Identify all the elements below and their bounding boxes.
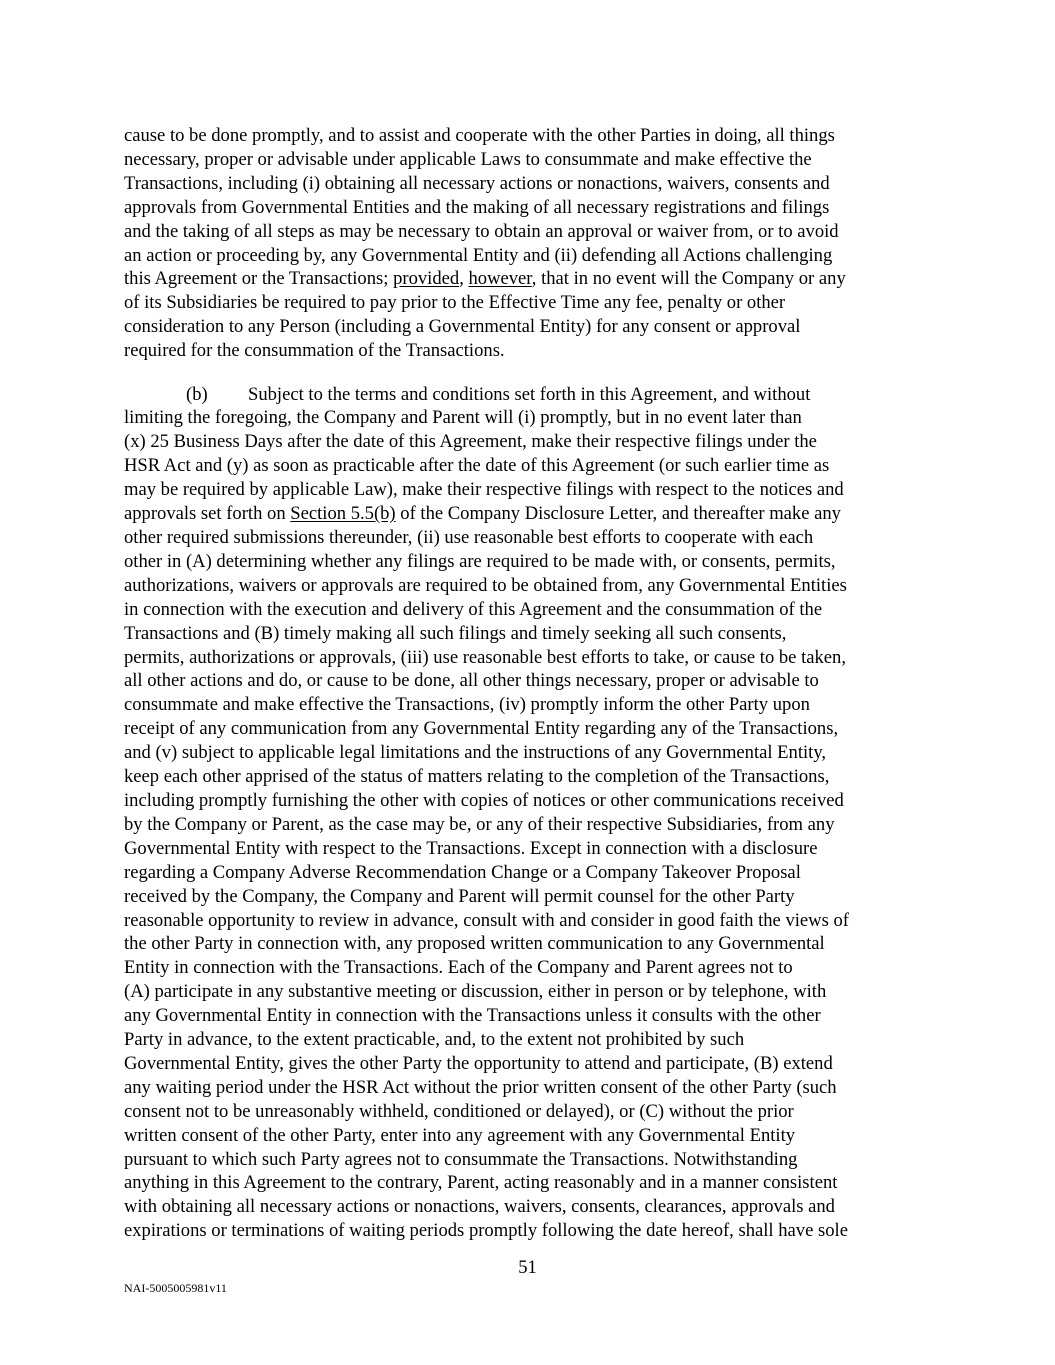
text-line: receipt of any communication from any Governmental Entity regarding any of the Transactions, (124, 718, 839, 740)
text-line: any Governmental Entity in connection with the Transactions unless it consults with the other (124, 1005, 821, 1027)
paragraph-spacer (124, 363, 936, 383)
text-line: regarding a Company Adverse Recommendation Change or a Company Takeover Proposal (124, 861, 801, 883)
document-id: NAI-5005005981v11 (124, 1281, 227, 1295)
paragraph-a (124, 124, 936, 363)
text-line: of its Subsidiaries be required to pay prior to the Effective Time any fee, penalty or other (124, 292, 786, 314)
proviso-text-after: , that in no event will the Company or any (531, 268, 846, 290)
paragraph-b-first-line (124, 383, 936, 407)
text-line: received by the Company, the Company and Parent will permit counsel for the other Party (124, 885, 795, 907)
text-line: consent not to be unreasonably withheld, conditioned or delayed), or (C) without the prior (124, 1100, 794, 1122)
text-line: keep each other apprised of the status of matters relating to the completion of the Transactions, (124, 766, 830, 788)
text-line: (x) 25 Business Days after the date of this Agreement, make their respective filings under the (124, 431, 817, 453)
text-line: any waiting period under the HSR Act without the prior written consent of the other Party (such (124, 1076, 837, 1098)
provided-term: provided (393, 268, 460, 290)
body-text (124, 124, 936, 1243)
paragraph-label: (b) (186, 383, 208, 405)
however-term: however (468, 268, 532, 290)
text-line: other required submissions thereunder, (ii) use reasonable best efforts to cooperate with each (124, 527, 814, 548)
section-line-before: approvals set forth on (124, 503, 291, 525)
proviso-line (124, 267, 936, 291)
text-line: permits, authorizations or approvals, (iii) use reasonable best efforts to take, or cause to be taken, (124, 646, 846, 668)
text-line: cause to be done promptly, and to assist and cooperate with the other Parties in doing, all things (124, 125, 835, 146)
text-line: limiting the foregoing, the Company and Parent will (i) promptly, but in no event later than (124, 407, 802, 429)
text-line: authorizations, waivers or approvals are required to be obtained from, any Governmental Entities (124, 574, 847, 596)
text-line: Entity in connection with the Transactions. Each of the Company and Parent agrees not to (124, 957, 793, 979)
text-line: other in (A) determining whether any filings are required to be made with, or consents, permits, (124, 550, 836, 572)
text-line: the other Party in connection with, any proposed written communication to any Governmental (124, 933, 825, 955)
text-line: by the Company or Parent, as the case may be, or any of their respective Subsidiaries, from any (124, 813, 835, 835)
text-line: pursuant to which such Party agrees not to consummate the Transactions. Notwithstanding (124, 1148, 798, 1170)
text-line: (A) participate in any substantive meeting or discussion, either in person or by telephone, with (124, 981, 827, 1003)
first-line-text: Subject to the terms and conditions set forth in this Agreement, and without (248, 383, 811, 405)
text-line: HSR Act and (y) as soon as practicable after the date of this Agreement (or such earlier time as (124, 455, 830, 477)
proviso-text-before: this Agreement or the Transactions; (124, 268, 394, 290)
text-line: anything in this Agreement to the contrary, Parent, acting reasonably and in a manner consistent (124, 1172, 838, 1194)
text-line: Transactions, including (i) obtaining all necessary actions or nonactions, waivers, consents and (124, 172, 830, 194)
text-line: Transactions and (B) timely making all such filings and timely seeking all such consents, (124, 622, 787, 644)
text-line: in connection with the execution and delivery of this Agreement and the consummation of the (124, 598, 823, 620)
text-line: consideration to any Person (including a Governmental Entity) for any consent or approval (124, 316, 801, 338)
text-line: necessary, proper or advisable under applicable Laws to consummate and make effective the (124, 148, 812, 170)
text-line: Governmental Entity with respect to the Transactions. Except in connection with a disclosure (124, 837, 818, 859)
section-line-after: of the Company Disclosure Letter, and thereafter make any (395, 503, 841, 525)
page-number: 51 (518, 1257, 537, 1278)
text-line: Governmental Entity, gives the other Party the opportunity to attend and participate, (B) extend (124, 1052, 833, 1074)
text-line: consummate and make effective the Transactions, (iv) promptly inform the other Party upon (124, 694, 810, 716)
text-line: all other actions and do, or cause to be done, all other things necessary, proper or advisable to (124, 670, 819, 692)
proviso-separator: , (459, 268, 469, 290)
section-reference-line (124, 502, 936, 526)
text-line: approvals from Governmental Entities and the making of all necessary registrations and filings (124, 196, 830, 218)
text-line: with obtaining all necessary actions or nonactions, waivers, consents, clearances, approvals and (124, 1196, 835, 1218)
text-line: expirations or terminations of waiting periods promptly following the date hereof, shall have sole (124, 1220, 848, 1242)
section-reference: Section 5.5(b) (290, 503, 396, 525)
text-line: required for the consummation of the Transactions. (124, 340, 505, 362)
text-line: and (v) subject to applicable legal limitations and the instructions of any Governmental Entity, (124, 742, 827, 764)
text-line: an action or proceeding by, any Governmental Entity and (ii) defending all Actions challenging (124, 244, 833, 266)
text-line: written consent of the other Party, enter into any agreement with any Governmental Entity (124, 1124, 796, 1146)
text-line: reasonable opportunity to review in advance, consult with and consider in good faith the views of (124, 909, 849, 931)
text-line: including promptly furnishing the other with copies of notices or other communications received (124, 789, 844, 811)
text-line: and the taking of all steps as may be necessary to obtain an approval or waiver from, or to avoid (124, 220, 839, 242)
text-line: Party in advance, to the extent practicable, and, to the extent not prohibited by such (124, 1029, 745, 1051)
paragraph-b (124, 383, 936, 1244)
text-line: may be required by applicable Law), make their respective filings with respect to the notices and (124, 479, 844, 501)
